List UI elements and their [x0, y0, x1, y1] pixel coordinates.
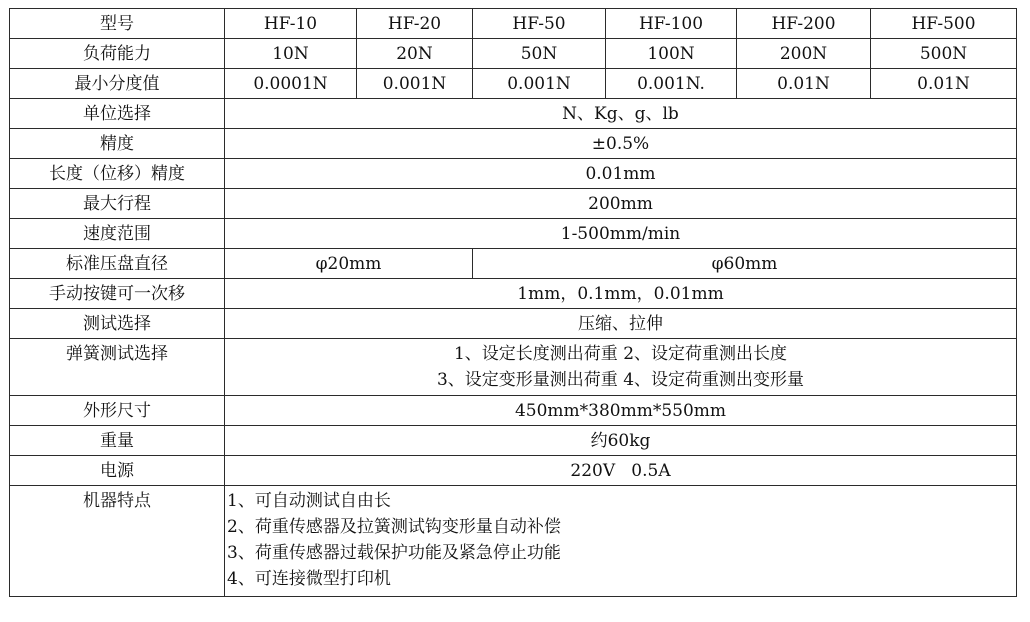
table-row-dimensions [10, 396, 1017, 426]
table-row-max-stroke [10, 189, 1017, 219]
model-cell: HF-10 [225, 9, 357, 39]
power-value: 220V 0.5A [225, 456, 1017, 486]
manual-jog-value: 1mm，0.1mm，0.01mm [225, 279, 1017, 309]
spec-table [9, 8, 1017, 597]
table-row-weight [10, 426, 1017, 456]
dimensions-value: 450mm*380mm*550mm [225, 396, 1017, 426]
row-label-unit-selection: 单位选择 [10, 99, 225, 129]
max-stroke-value: 200mm [225, 189, 1017, 219]
load-capacity-cell: 50N [473, 39, 606, 69]
min-division-cell: 0.01N [737, 69, 871, 99]
weight-value: 约60kg [225, 426, 1017, 456]
speed-range-value: 1-500mm/min [225, 219, 1017, 249]
model-cell: HF-500 [871, 9, 1017, 39]
spring-test-line-2: 3、设定变形量测出荷重 4、设定荷重测出变形量 [436, 370, 805, 390]
table-row-accuracy [10, 129, 1017, 159]
table-row-power [10, 456, 1017, 486]
row-label-weight: 重量 [10, 426, 225, 456]
model-cell: HF-100 [606, 9, 737, 39]
model-cell: HF-50 [473, 9, 606, 39]
load-capacity-cell: 10N [225, 39, 357, 69]
model-cell: HF-200 [737, 9, 871, 39]
row-label-dimensions: 外形尺寸 [10, 396, 225, 426]
row-label-length-accuracy: 长度（位移）精度 [10, 159, 225, 189]
row-label-max-stroke: 最大行程 [10, 189, 225, 219]
row-label-model: 型号 [10, 9, 225, 39]
accuracy-value: ±0.5% [225, 129, 1017, 159]
row-label-spring-test: 弹簧测试选择 [10, 339, 225, 396]
row-label-power: 电源 [10, 456, 225, 486]
row-label-min-division: 最小分度值 [10, 69, 225, 99]
load-capacity-cell: 500N [871, 39, 1017, 69]
spring-test-value [225, 339, 1017, 396]
load-capacity-cell: 200N [737, 39, 871, 69]
feature-item: 2、荷重传感器及拉簧测试钩变形量自动补偿 [227, 517, 561, 537]
table-row-spring-test [10, 339, 1017, 396]
row-label-load-capacity: 负荷能力 [10, 39, 225, 69]
row-label-speed-range: 速度范围 [10, 219, 225, 249]
min-division-cell: 0.01N [871, 69, 1017, 99]
row-label-test-selection: 测试选择 [10, 309, 225, 339]
model-cell: HF-20 [357, 9, 473, 39]
table-row-length-accuracy [10, 159, 1017, 189]
table-row-manual-jog [10, 279, 1017, 309]
test-selection-value: 压缩、拉伸 [225, 309, 1017, 339]
platen-diameter-small: φ20mm [225, 249, 473, 279]
row-label-features: 机器特点 [10, 486, 225, 597]
platen-diameter-large: φ60mm [473, 249, 1017, 279]
row-label-accuracy: 精度 [10, 129, 225, 159]
min-division-cell: 0.001N [473, 69, 606, 99]
load-capacity-cell: 100N [606, 39, 737, 69]
min-division-cell: 0.001N. [606, 69, 737, 99]
table-row-test-selection [10, 309, 1017, 339]
load-capacity-cell: 20N [357, 39, 473, 69]
table-row-platen-diameter [10, 249, 1017, 279]
row-label-platen-diameter: 标准压盘直径 [10, 249, 225, 279]
length-accuracy-value: 0.01mm [225, 159, 1017, 189]
row-label-manual-jog: 手动按键可一次移 [10, 279, 225, 309]
min-division-cell: 0.0001N [225, 69, 357, 99]
table-row-load-capacity [10, 39, 1017, 69]
table-row-features [10, 486, 1017, 597]
min-division-cell: 0.001N [357, 69, 473, 99]
unit-selection-value: N、Kg、g、lb [225, 99, 1017, 129]
table-row-model [10, 9, 1017, 39]
feature-item: 3、荷重传感器过载保护功能及紧急停止功能 [227, 543, 561, 563]
feature-item: 1、可自动测试自由长 [227, 491, 391, 511]
feature-item: 4、可连接微型打印机 [227, 569, 391, 589]
table-row-unit-selection [10, 99, 1017, 129]
spring-test-line-1: 1、设定长度测出荷重 2、设定荷重测出长度 [453, 344, 788, 364]
table-row-speed-range [10, 219, 1017, 249]
features-list [225, 486, 1017, 597]
table-row-min-division [10, 69, 1017, 99]
